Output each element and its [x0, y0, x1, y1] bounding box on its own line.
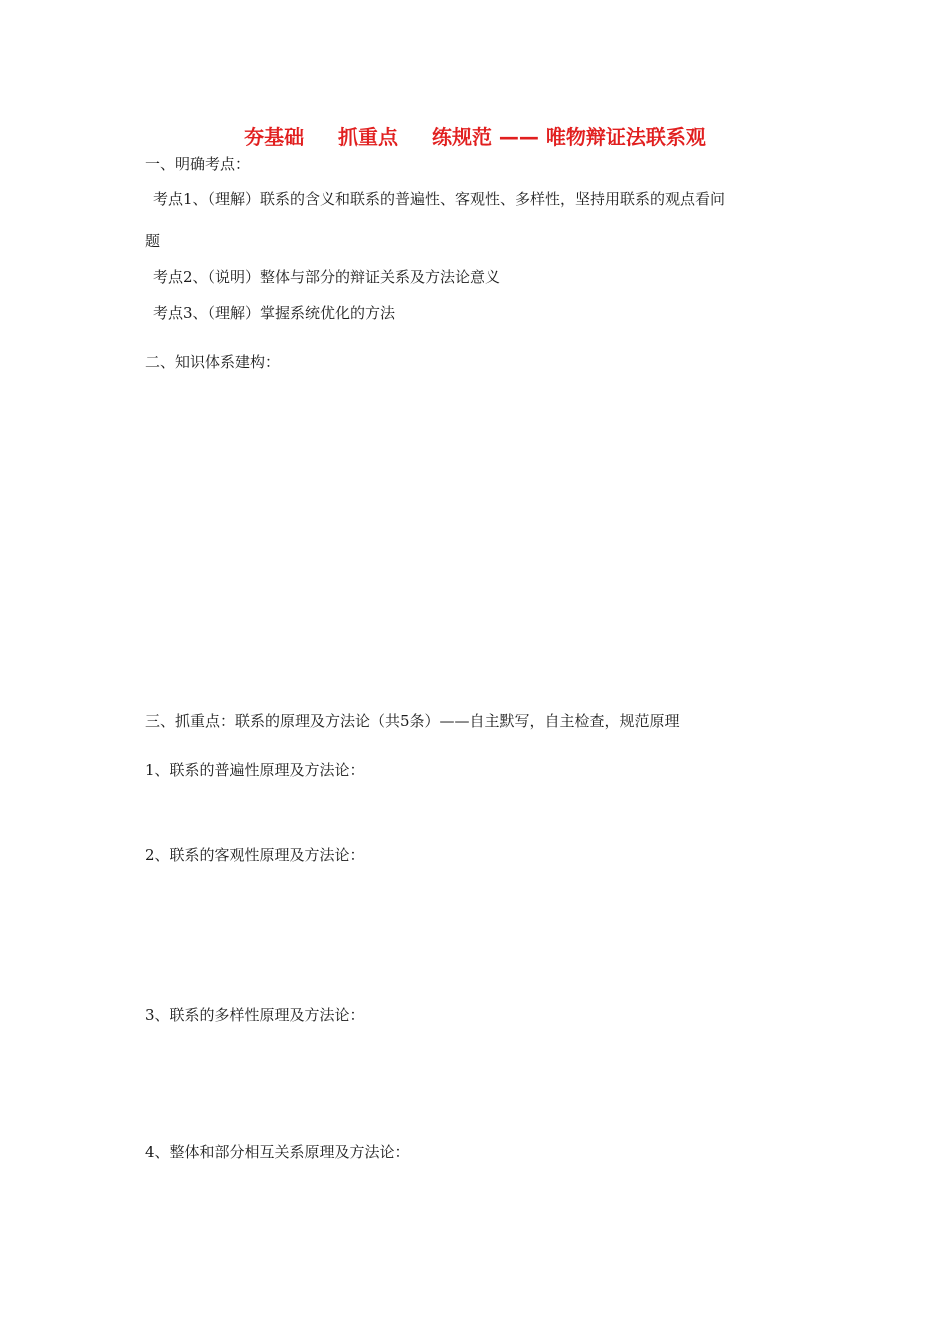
principle-item-3: 3、联系的多样性原理及方法论：	[145, 1006, 365, 1024]
section-2-heading: 二、知识体系建构：	[145, 353, 281, 371]
document-title: 夯基础 抓重点 练规范 —— 唯物辩证法联系观	[244, 125, 706, 149]
principle-item-1: 1、联系的普遍性原理及方法论：	[145, 761, 365, 779]
section-1-heading: 一、明确考点：	[145, 155, 251, 173]
exam-point-2: 考点2、（说明）整体与部分的辩证关系及方法论意义	[153, 268, 501, 286]
exam-point-3: 考点3、（理解）掌握系统优化的方法	[153, 304, 396, 322]
principle-item-2: 2、联系的客观性原理及方法论：	[145, 846, 365, 864]
principle-item-4: 4、整体和部分相互关系原理及方法论：	[145, 1143, 410, 1161]
exam-point-1-continuation: 题	[145, 232, 161, 250]
section-3-heading: 三、抓重点：联系的原理及方法论（共5条）——自主默写，自主检查，规范原理	[145, 712, 680, 730]
exam-point-1: 考点1、（理解）联系的含义和联系的普遍性、客观性、多样性，坚持用联系的观点看问	[153, 190, 726, 208]
